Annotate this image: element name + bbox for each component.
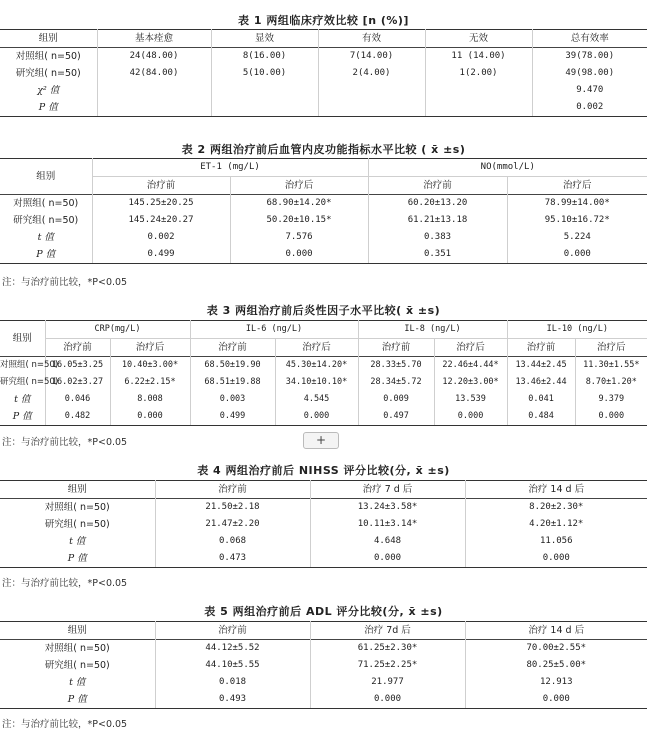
table-cell: 0.002 [532,99,647,117]
table-cell: 61.21±13.18 [368,212,507,229]
table-cell: 95.10±16.72* [507,212,647,229]
table-cell: 8.20±2.30* [465,499,647,517]
table-cell: 21.977 [310,674,465,691]
header-cell: 组别 [0,622,155,640]
group-header: 组别 [0,321,45,357]
table-cell: 68.50±19.90 [190,357,275,375]
table-cell: 44.10±5.55 [155,657,310,674]
table-cell: 13.539 [434,391,507,408]
stat-label: P 值 [0,550,155,568]
table-cell: 0.046 [45,391,110,408]
table-row [0,499,647,517]
table-cell: 49(98.00) [532,65,647,82]
group-label: 对照组( n=50) [0,48,97,66]
table-cell: 21.47±2.20 [155,516,310,533]
table-cell: 16.05±3.25 [45,357,110,375]
table-cell: 0.482 [45,408,110,426]
table-row [0,99,647,117]
table-row [0,657,647,674]
header-cell: 总有效率 [532,30,647,48]
table-cell: 13.44±2.45 [507,357,575,375]
group-label: 研究组( n=50) [0,657,155,674]
table-cell: 21.50±2.18 [155,499,310,517]
stat-label: P 值 [0,691,155,709]
sub-header: 治疗前 [358,339,434,357]
table-row [0,516,647,533]
table-cell: 13.24±3.58* [310,499,465,517]
group-header: 组别 [0,159,92,195]
table-row [0,550,647,568]
table-cell: 4.545 [275,391,358,408]
table-row [0,195,647,213]
group-label: 研究组( n=50) [0,65,97,82]
table5 [0,621,647,709]
table-cell: 0.000 [465,691,647,709]
table-cell: 0.484 [507,408,575,426]
table3-sub-row [0,339,647,357]
table-cell: 68.90±14.20* [230,195,368,213]
stat-label: P 值 [0,99,97,117]
table-cell: 145.25±20.25 [92,195,230,213]
table-cell: 8(16.00) [211,48,318,66]
table-cell: 145.24±20.27 [92,212,230,229]
sub-header: 治疗后 [275,339,358,357]
header-cell: 基本痊愈 [97,30,211,48]
table-cell [97,99,211,117]
table-cell: 70.00±2.55* [465,640,647,658]
table-cell: 0.383 [368,229,507,246]
sub-header: 治疗后 [230,177,368,195]
table-cell: 50.20±10.15* [230,212,368,229]
table-cell: 44.12±5.52 [155,640,310,658]
table4-note: 注：与治疗前比较，*P<0.05 [2,578,128,589]
table1 [0,29,647,117]
table-cell: 34.10±10.10* [275,374,358,391]
header-cell: 治疗 14 d 后 [465,622,647,640]
stat-label: t 值 [0,229,92,246]
table4 [0,480,647,568]
table-cell: 0.041 [507,391,575,408]
table-row [0,391,647,408]
table-cell: 60.20±13.20 [368,195,507,213]
sub-header: 治疗后 [507,177,647,195]
table-row [0,357,647,375]
header-cell: 组别 [0,481,155,499]
table2-title: 表 2 两组治疗前后血管内皮功能指标水平比较 ( x̄ ±s) [181,143,466,156]
table-cell: 0.068 [155,533,310,550]
table2-sub-row [0,177,647,195]
group-header: ET-1 (mg/L) [92,159,368,177]
table-cell: 13.46±2.44 [507,374,575,391]
table-cell: 10.11±3.14* [310,516,465,533]
header-cell: 有效 [318,30,425,48]
table-cell: 0.499 [190,408,275,426]
table-cell: 28.34±5.72 [358,374,434,391]
table4-header-row [0,481,647,499]
table-row [0,229,647,246]
header-cell: 组别 [0,30,97,48]
table2 [0,158,647,264]
table-row [0,48,647,66]
header-cell: 无效 [425,30,532,48]
table3-group-row [0,321,647,339]
table-cell: 0.499 [92,246,230,264]
table-cell [211,82,318,99]
group-label: 对照组( n=50) [0,195,92,213]
table4-title: 表 4 两组治疗前后 NIHSS 评分比较(分, x̄ ±s) [197,464,450,477]
sub-header: 治疗后 [434,339,507,357]
group-label: 对照组( n=50) [0,357,45,375]
table-cell: 0.493 [155,691,310,709]
table-row [0,674,647,691]
header-cell: 治疗前 [155,622,310,640]
group-header: IL-8 (ng/L) [358,321,507,339]
stat-label: t 值 [0,391,45,408]
table-cell: 78.99±14.00* [507,195,647,213]
table-cell: 45.30±14.20* [275,357,358,375]
sub-header: 治疗后 [575,339,647,357]
header-cell: 治疗前 [155,481,310,499]
sub-header: 治疗前 [92,177,230,195]
table-cell [425,82,532,99]
group-label: 对照组( n=50) [0,499,155,517]
table-cell: 8.008 [110,391,190,408]
table-cell: 0.000 [575,408,647,426]
table-cell: 0.000 [507,246,647,264]
table2-note: 注：与治疗前比较，*P<0.05 [2,277,128,288]
table-cell: 9.379 [575,391,647,408]
table-cell: 6.22±2.15* [110,374,190,391]
table-row [0,246,647,264]
table-cell: 10.40±3.00* [110,357,190,375]
table2-group-row [0,159,647,177]
sub-header: 治疗后 [110,339,190,357]
table-cell: 68.51±19.88 [190,374,275,391]
sub-header: 治疗前 [45,339,110,357]
table-row [0,212,647,229]
group-label: 研究组( n=50) [0,516,155,533]
table-cell: 0.000 [230,246,368,264]
table5-header-row [0,622,647,640]
table-cell: 80.25±5.00* [465,657,647,674]
table-cell: 5(10.00) [211,65,318,82]
table-row [0,408,647,426]
table-cell: 0.497 [358,408,434,426]
table-cell: 61.25±2.30* [310,640,465,658]
group-label: 研究组( n=50) [0,212,92,229]
table-cell: 11.056 [465,533,647,550]
stat-label: χ² 值 [0,82,97,99]
table-cell: 0.000 [434,408,507,426]
table-cell: 0.000 [275,408,358,426]
table-row [0,65,647,82]
table-cell: 0.000 [310,691,465,709]
table-cell: 4.20±1.12* [465,516,647,533]
sub-header: 治疗前 [507,339,575,357]
table1-title: 表 1 两组临床疗效比较 [n (%)] [238,14,409,27]
table-cell: 11 (14.00) [425,48,532,66]
table-cell: 0.000 [310,550,465,568]
table-cell: 71.25±2.25* [310,657,465,674]
group-header: NO(mmol/L) [368,159,647,177]
table-cell: 39(78.00) [532,48,647,66]
table-row [0,640,647,658]
table-cell: 7.576 [230,229,368,246]
table-cell: 7(14.00) [318,48,425,66]
table-cell: 0.018 [155,674,310,691]
sub-header: 治疗前 [190,339,275,357]
table-cell [318,99,425,117]
table1-header-row [0,30,647,48]
table-cell: 24(48.00) [97,48,211,66]
table-cell: 0.351 [368,246,507,264]
table-row [0,533,647,550]
table-row [0,691,647,709]
table-cell [318,82,425,99]
table-row [0,374,647,391]
table3-note: 注：与治疗前比较，*P<0.05 [2,437,128,448]
header-cell: 治疗 7 d 后 [310,481,465,499]
group-header: CRP(mg/L) [45,321,190,339]
table-cell: 2(4.00) [318,65,425,82]
table-cell: 1(2.00) [425,65,532,82]
table-cell: 42(84.00) [97,65,211,82]
header-cell: 显效 [211,30,318,48]
table-cell: 0.000 [465,550,647,568]
table5-note: 注：与治疗前比较，*P<0.05 [2,719,128,730]
group-label: 对照组( n=50) [0,640,155,658]
table-cell: 0.000 [110,408,190,426]
table-cell: 12.913 [465,674,647,691]
table-cell [425,99,532,117]
table-cell: 9.470 [532,82,647,99]
table-cell: 28.33±5.70 [358,357,434,375]
table5-title: 表 5 两组治疗前后 ADL 评分比较(分, x̄ ±s) [204,605,443,618]
table-cell: 0.009 [358,391,434,408]
table-cell: 4.648 [310,533,465,550]
stat-label: P 值 [0,246,92,264]
table-cell [97,82,211,99]
table-cell: 5.224 [507,229,647,246]
table3 [0,320,647,426]
table-row [0,82,647,99]
group-header: IL-10 (ng/L) [507,321,647,339]
sub-header: 治疗前 [368,177,507,195]
stat-label: P 值 [0,408,45,426]
table-cell: 11.30±1.55* [575,357,647,375]
add-button[interactable]: + [303,432,339,449]
table-cell: 0.473 [155,550,310,568]
header-cell: 治疗 14 d 后 [465,481,647,499]
group-header: IL-6 (ng/L) [190,321,358,339]
table-cell: 0.003 [190,391,275,408]
table-cell: 16.02±3.27 [45,374,110,391]
group-label: 研究组( n=50) [0,374,45,391]
table-cell: 8.70±1.20* [575,374,647,391]
table3-title: 表 3 两组治疗前后炎性因子水平比较( x̄ ±s) [206,304,441,317]
stat-label: t 值 [0,533,155,550]
table-cell: 0.002 [92,229,230,246]
table-cell [211,99,318,117]
header-cell: 治疗 7d 后 [310,622,465,640]
table-cell: 12.20±3.00* [434,374,507,391]
stat-label: t 值 [0,674,155,691]
table-cell: 22.46±4.44* [434,357,507,375]
